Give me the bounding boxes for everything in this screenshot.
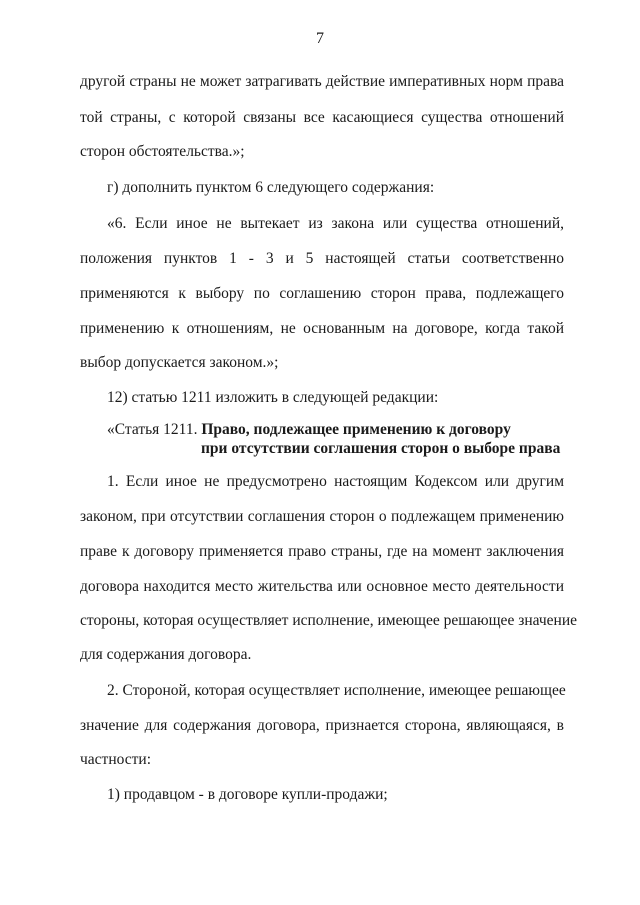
paragraph-3-line-5: выбор допускается законом.»; [80,354,279,371]
paragraph-1-line-1: другой страны не может затрагивать действие императивных норм права [80,73,564,90]
paragraph-5-line-5: стороны, которая осуществляет исполнение, имеющее решающее значение [80,612,578,629]
paragraph-2: г) дополнить пунктом 6 следующего содержания: [107,179,435,196]
article-heading [107,420,567,458]
article-title-line-1: Право, подлежащее применению к договору [201,421,511,438]
paragraph-5-line-2: законом, при отсутствии соглашения сторон о подлежащем применению [80,508,564,525]
paragraph-3-line-3: применяются к выбору по соглашению сторон права, подлежащего [80,285,564,302]
article-lead: «Статья 1211. [107,421,198,438]
paragraph-4: 12) статью 1211 изложить в следующей редакции: [107,389,439,406]
paragraph-5-line-3: праве к договору применяется право страны, где на момент заключения [80,543,564,560]
paragraph-6-line-1: 2. Стороной, которая осуществляет исполнение, имеющее решающее [107,682,566,699]
paragraph-5-line-4: договора находится место жительства или основное место деятельности [80,578,564,595]
paragraph-3-line-1: «6. Если иное не вытекает из закона или существа отношений, [107,215,564,232]
paragraph-5-line-6: для содержания договора. [80,646,252,663]
paragraph-6-line-2: значение для содержания договора, признается сторона, являющаяся, в [80,717,564,734]
paragraph-3-line-2: положения пунктов 1 - 3 и 5 настоящей статьи соответственно [80,250,564,267]
page-number: 7 [316,30,324,47]
paragraph-3-line-4: применению к отношениям, не основанным на договоре, когда такой [80,320,564,337]
paragraph-1-line-3: сторон обстоятельства.»; [80,143,245,160]
paragraph-6-line-3: частности: [80,751,152,768]
paragraph-7: 1) продавцом - в договоре купли-продажи; [107,786,388,803]
paragraph-5-line-1: 1. Если иное не предусмотрено настоящим Кодексом или другим [107,473,564,490]
article-title-line-2: при отсутствии соглашения сторон о выборе права [201,440,561,457]
paragraph-1-line-2: той страны, с которой связаны все касающиеся существа отношений [80,109,564,126]
